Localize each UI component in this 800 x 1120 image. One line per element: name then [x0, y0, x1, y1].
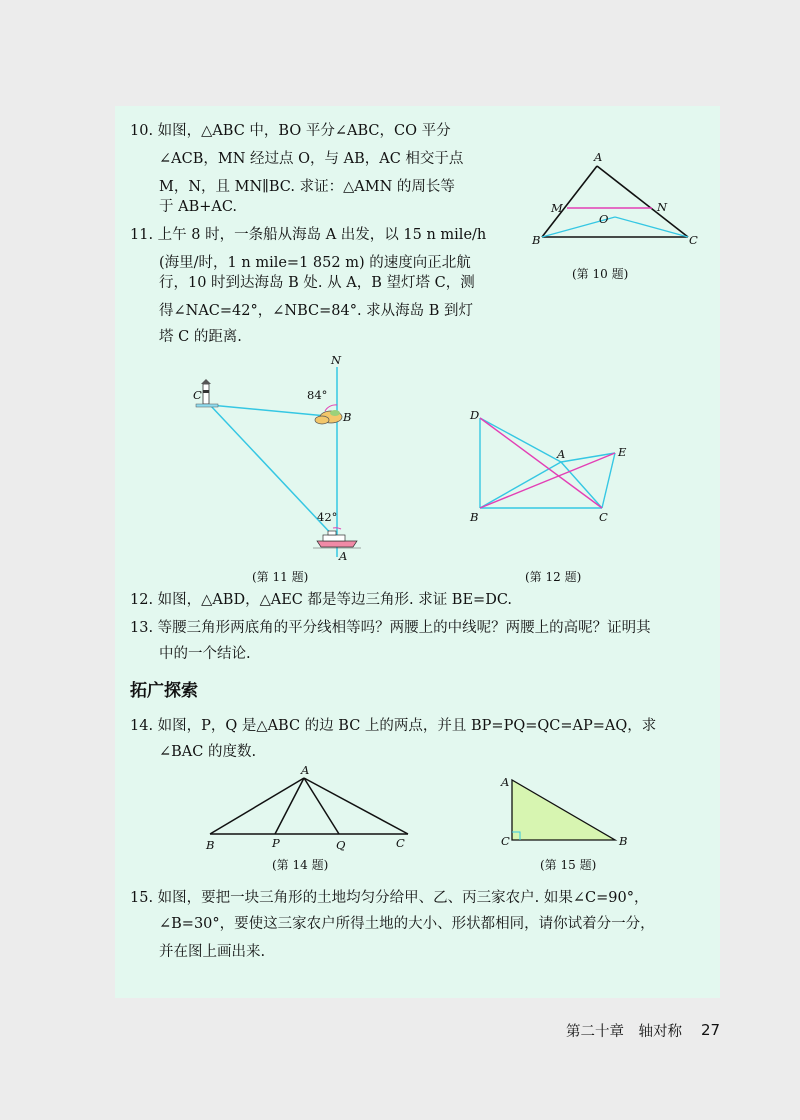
- fig12-label-e: E: [618, 445, 627, 459]
- problem-10-line-3: M，N，且 MN∥BC. 求证：△AMN 的周长等: [159, 179, 455, 195]
- problem-14-line-1: 14. 如图，P，Q 是△ABC 的边 BC 上的两点，并且 BP=PQ=QC=AP=AQ，求: [130, 718, 657, 734]
- caption-figure-15: (第 15 题): [540, 858, 597, 872]
- island-icon: [315, 410, 342, 424]
- fig11-label-a: A: [339, 549, 348, 563]
- problem-13-line-2: 中的一个结论.: [159, 646, 251, 662]
- fig15-label-a: A: [501, 775, 510, 789]
- fig11-label-n: N: [331, 353, 342, 367]
- figure-14: [200, 763, 420, 853]
- section-title: 拓广探索: [130, 681, 198, 701]
- fig14-label-c: C: [396, 836, 405, 850]
- problem-15-line-3: 并在图上画出来.: [159, 944, 266, 960]
- fig14-label-a: A: [301, 763, 310, 777]
- problem-11-line-1: 11. 上午 8 时，一条船从海岛 A 出发，以 15 n mile/h: [130, 227, 487, 243]
- fig12-label-d: D: [470, 408, 480, 422]
- problem-15-line-1: 15. 如图，要把一块三角形的土地均匀分给甲、乙、丙三家农户. 如果∠C=90°，: [130, 890, 649, 906]
- problem-11-line-3: 行，10 时到达海岛 B 处. 从 A，B 望灯塔 C，测: [159, 275, 475, 291]
- footer-chapter: 第二十章 轴对称: [566, 1024, 682, 1040]
- problem-14-line-2: ∠BAC 的度数.: [159, 744, 257, 760]
- figure-15: [495, 770, 635, 850]
- problem-10-line-4: 于 AB+AC.: [159, 199, 238, 215]
- problem-11-line-4: 得∠NAC=42°，∠NBC=84°. 求从海岛 B 到灯: [159, 303, 474, 319]
- problem-15-line-2: ∠B=30°，要使这三家农户所得土地的大小、形状都相同，请你试着分一分，: [159, 916, 655, 932]
- problem-11-line-2: (海里/时，1 n mile=1 852 m) 的速度向正北航: [159, 255, 471, 271]
- fig11-label-b: B: [343, 410, 352, 424]
- problem-13-line-1: 13. 等腰三角形两底角的平分线相等吗？两腰上的中线呢？两腰上的高呢？证明其: [130, 620, 651, 636]
- fig11-label-c: C: [193, 388, 202, 402]
- fig12-label-c: C: [599, 510, 608, 524]
- fig11-angle-b: 84°: [307, 388, 328, 402]
- caption-figure-11: (第 11 题): [252, 570, 309, 584]
- fig10-label-b: B: [532, 233, 541, 247]
- problem-12-line-1: 12. 如图，△ABD，△AEC 都是等边三角形. 求证 BE=DC.: [130, 592, 513, 608]
- fig15-label-c: C: [501, 834, 510, 848]
- fig10-label-o: O: [599, 212, 609, 226]
- fig14-label-p: P: [272, 836, 280, 850]
- problem-10-line-2: ∠ACB，MN 经过点 O，与 AB，AC 相交于点: [159, 151, 464, 167]
- fig11-angle-a: 42°: [317, 510, 338, 524]
- fig12-label-a: A: [557, 447, 566, 461]
- footer-page-number: 27: [701, 1021, 721, 1039]
- fig10-label-c: C: [689, 233, 698, 247]
- problem-11-line-5: 塔 C 的距离.: [159, 329, 242, 345]
- figure-12: [465, 405, 635, 525]
- fig10-label-n: N: [657, 200, 668, 214]
- problem-10-line-1: 10. 如图，△ABC 中，BO 平分∠ABC，CO 平分: [130, 123, 451, 139]
- figure-10: [525, 145, 715, 255]
- fig14-label-b: B: [206, 838, 215, 852]
- caption-figure-10: (第 10 题): [572, 267, 629, 281]
- fig15-label-b: B: [619, 834, 628, 848]
- caption-figure-12: (第 12 题): [525, 570, 582, 584]
- fig10-label-m: M: [551, 201, 563, 215]
- fig12-label-b: B: [470, 510, 479, 524]
- fig14-label-q: Q: [336, 838, 346, 852]
- fig10-label-a: A: [594, 150, 603, 164]
- figure-11: [185, 350, 375, 565]
- caption-figure-14: (第 14 题): [272, 858, 329, 872]
